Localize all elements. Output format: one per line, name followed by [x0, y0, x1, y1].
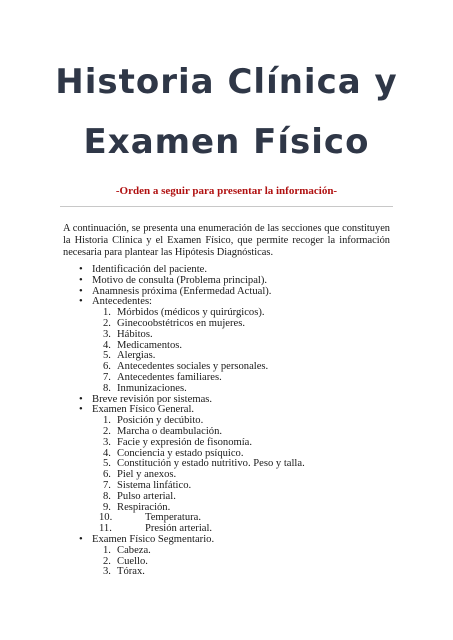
bullet-icon: • — [79, 404, 83, 416]
sections-list — [63, 265, 403, 578]
numbered-item: 7. Sistema linfático. — [103, 479, 192, 491]
numbered-item: 1. Posición y decúbito. — [103, 415, 204, 427]
numbered-item: 3. Hábitos. — [103, 328, 153, 340]
title-line-1: Historia Clínica y — [55, 62, 398, 102]
numbered-item: 3. Tórax. — [103, 566, 145, 578]
numbered-item: 4. Conciencia y estado psíquico. — [103, 447, 244, 459]
numbered-item: 11. Presión arterial. — [99, 523, 213, 535]
list-item: • Breve revisión por sistemas. — [79, 393, 213, 405]
numbered-item: 2. Cuello. — [103, 555, 148, 567]
numbered-item: 10. Temperatura. — [99, 512, 202, 524]
intro-text: A continuación, se presenta una enumeración de las secciones que — [63, 223, 343, 234]
list-item: • Identificación del paciente. — [79, 264, 208, 275]
bullet-icon: • — [79, 285, 83, 297]
list-item: • Examen Físico Segmentario. — [79, 533, 215, 545]
list-item: • Antecedentes: — [79, 296, 153, 308]
numbered-item: 8. Pulso arterial. — [103, 490, 176, 502]
intro-highlight: constituyen la Historia Clínica y el Examen Físico, que permite recoger la información necesaria para plantear las Hipótesis Diagnósticas. — [63, 223, 390, 258]
numbered-item: 5. Alergias. — [103, 350, 156, 362]
numbered-item: 6. Antecedentes sociales y personales. — [103, 361, 269, 373]
list-item: • Motivo de consulta (Problema principal). — [79, 274, 268, 286]
bullet-icon: • — [79, 274, 83, 286]
subtitle: -Orden a seguir para presentar la información- — [115, 185, 338, 197]
list-item: • Anamnesis próxima (Enfermedad Actual). — [79, 285, 272, 297]
list-item: • Examen Físico General. — [79, 404, 195, 416]
numbered-item: 7. Antecedentes familiares. — [103, 371, 222, 383]
numbered-item: 1. Cabeza. — [103, 544, 151, 556]
numbered-item: 1. Mórbidos (médicos y quirúrgicos). — [103, 307, 265, 319]
numbered-item: 3. Facie y expresión de fisonomía. — [103, 436, 253, 448]
numbered-item: 2. Marcha o deambulación. — [103, 425, 223, 437]
bullet-icon: • — [79, 393, 83, 405]
bullet-icon: • — [79, 533, 83, 545]
numbered-item: 9. Respiración. — [103, 501, 171, 513]
numbered-item: 4. Medicamentos. — [103, 339, 183, 351]
numbered-item: 2. Ginecoobstétricos en mujeres. — [103, 317, 245, 329]
bullet-icon: • — [79, 264, 83, 275]
divider — [60, 206, 393, 207]
numbered-item: 6. Piel y anexos. — [103, 469, 177, 481]
title-line-2: Examen Físico — [83, 122, 370, 162]
numbered-item: 8. Inmunizaciones. — [103, 382, 187, 394]
intro-paragraph — [63, 223, 390, 259]
bullet-icon: • — [79, 296, 83, 308]
numbered-item: 5. Constitución y estado nutritivo. Peso y talla. — [103, 458, 305, 470]
